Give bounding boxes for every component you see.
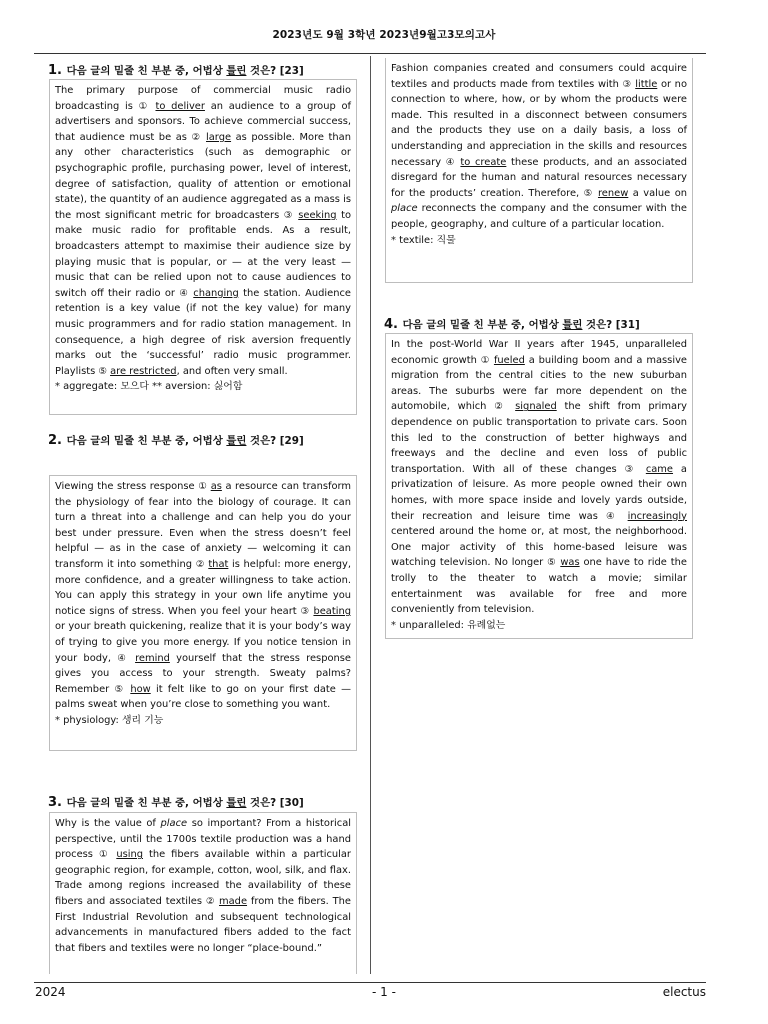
q4-passage — [385, 333, 693, 639]
q3-title: 3. 다음 글의 밑줄 친 부분 중, 어법상 틀린 것은? [30] — [48, 795, 304, 810]
q4-number: 4. — [384, 317, 398, 332]
q4-text: In the post-World War II years after 1945, unparalleled economic growth ① fueled a building boom and a massive migration from the central cities to the new suburban areas. The suburbs were far more dependent on the automobile, which ② signaled the shift from primary dependence on public transportation to private cars. Soon this led to the construction of better highways and freeways and the decline and even loss of public transportation. With all of these changes ③ came a privatization of leisure. As more people owned their own homes, with more space inside and lovely yards outside, their recreation and leisure time was ④ increasingly centered around the home or, at most, the neighborhood. One major activity of this home-based leisure was watching television. No longer ⑤ was one have to ride the trolly to the theater to watch a movie; similar entertainment was available for free and more conveniently from television. — [391, 339, 688, 616]
q2-passage — [49, 475, 357, 751]
q1-option-2[interactable]: ② — [191, 131, 202, 143]
q1-footnote: * aggregate: 모으다 ** aversion: 싫어함 — [55, 381, 243, 393]
q3-footnote: * textile: 직물 — [391, 234, 456, 246]
footer-brand: electus — [662, 985, 706, 999]
q3-text-1: Why is the value of place so important? From a historical perspective, until the 1700s textile production was a hand process ① using the fibers available within a particular geographic region, for example, cotton, wool, silk, and flax. Trade among regions increased the availability of these fibers and associated textiles ② made from the fibers. The First Industrial Revolution and subsequent technological advancements in manufactured fibers added to the fact that fibers and textiles were no longer “place-bound.” — [55, 818, 351, 954]
page-number: - 1 - — [372, 985, 396, 999]
page-header: 2023년도 9월 3학년 2023년9월고3모의고사 — [272, 29, 496, 41]
q1-title: 1. 다음 글의 밑줄 친 부분 중, 어법상 틀린 것은? [23] — [48, 63, 304, 78]
q4-option-5[interactable]: ⑤ — [547, 557, 557, 569]
q2-number: 2. — [48, 433, 62, 448]
q4-option-1[interactable]: ① — [480, 354, 491, 366]
header-rule — [34, 53, 706, 54]
footer-year: 2024 — [35, 985, 66, 999]
q4-title: 4. 다음 글의 밑줄 친 부분 중, 어법상 틀린 것은? [31] — [384, 317, 640, 332]
q1-option-3[interactable]: ③ — [283, 209, 294, 221]
q1-passage — [49, 79, 357, 415]
q2-option-2[interactable]: ② — [195, 558, 205, 570]
q2-option-5[interactable]: ⑤ — [114, 683, 126, 695]
q2-text: Viewing the stress response ① as a resource can transform the physiology of fear into the biology of courage. It can turn a threat into a challenge and can help you do your best under pressure. Even when the stress doesn’t feel helpful — as in the case of anxiety — welcoming it can transform it into something ② that is helpful: more energy, more confidence, and a greater willingness to take action. You can apply this strategy in your own life anytime you notice signs of stress. When you feel your heart ③ beating or your breath quickening, realize that it is your body’s way of trying to give you more energy. If you notice tension in your body, ④ remind yourself that the stress response gives you access to your strength. Sweaty palms? Remember ⑤ how it felt like to go on your first date — palms sweat when you’re close to something you want. — [55, 481, 352, 711]
q2-option-4[interactable]: ④ — [117, 652, 129, 664]
column-divider — [370, 56, 371, 974]
q1-option-1[interactable]: ① — [138, 100, 150, 112]
q4-footnote: * unparalleled: 유례없는 — [391, 619, 506, 631]
q2-footnote: * physiology: 생리 기능 — [55, 714, 164, 726]
q1-option-5[interactable]: ⑤ — [98, 365, 107, 377]
q1-option-4[interactable]: ④ — [179, 287, 189, 299]
q3-option-4[interactable]: ④ — [445, 156, 456, 168]
q1-text: The primary purpose of commercial music radio broadcasting is ① to deliver an audience to a group of advertisers and sponsors. To achieve commercial success, that audience must be as ② large as possible. More than any other characteristics (such as demographic or psychographic profile, purchasing power, level of interest, degree of satisfaction, quality of attention or emotional state), the quantity of an audience aggregated as a mass is the most significant metric for broadcasters ③ seeking to make music radio for profitable ends. As a result, broadcasters attempt to maximise their audience size by playing music that is popular, or — at the very least — music that can be relied upon not to cause audiences to switch off their radio or ④ changing the station. Audience retention is a key value (if not the key value) for many music programmers and for radio station management. In consequence, a high degree of risk aversion frequently marks out the ‘successful’ radio music programmer. Playlists ⑤ are restricted, and often very small. — [55, 85, 351, 377]
q4-option-3[interactable]: ③ — [624, 463, 638, 475]
q2-option-1[interactable]: ① — [198, 481, 208, 492]
q3-option-1[interactable]: ① — [98, 849, 111, 861]
q3-option-2[interactable]: ② — [205, 895, 216, 907]
footer-rule — [34, 982, 706, 983]
q3-text-2: Fashion companies created and consumers could acquire textiles and products made from textiles with ③ little or no connection to where, how, or by whom the products were made. This resulted in a disconnect between consumers and the products they use on a daily basis, a loss of understanding and appreciation in the skills and resources necessary ④ to create these products, and an associated disregard for the human and natural resources necessary for the products’ creation. Therefore, ⑤ renew a value on place reconnects the company and the consumer with the people, geography, and culture of a particular location. — [391, 63, 688, 230]
q1-number: 1. — [48, 63, 62, 78]
q2-title: 2. 다음 글의 밑줄 친 부분 중, 어법상 틀린 것은? [29] — [48, 433, 304, 448]
q3-option-5[interactable]: ⑤ — [583, 187, 594, 199]
q2-option-3[interactable]: ③ — [300, 605, 310, 617]
q4-option-2[interactable]: ② — [494, 401, 508, 413]
q4-option-4[interactable]: ④ — [605, 510, 620, 522]
q3-passage-part-1 — [49, 812, 357, 974]
q3-passage-part-2 — [385, 58, 693, 283]
q3-option-3[interactable]: ③ — [622, 78, 632, 90]
q3-number: 3. — [48, 795, 62, 810]
